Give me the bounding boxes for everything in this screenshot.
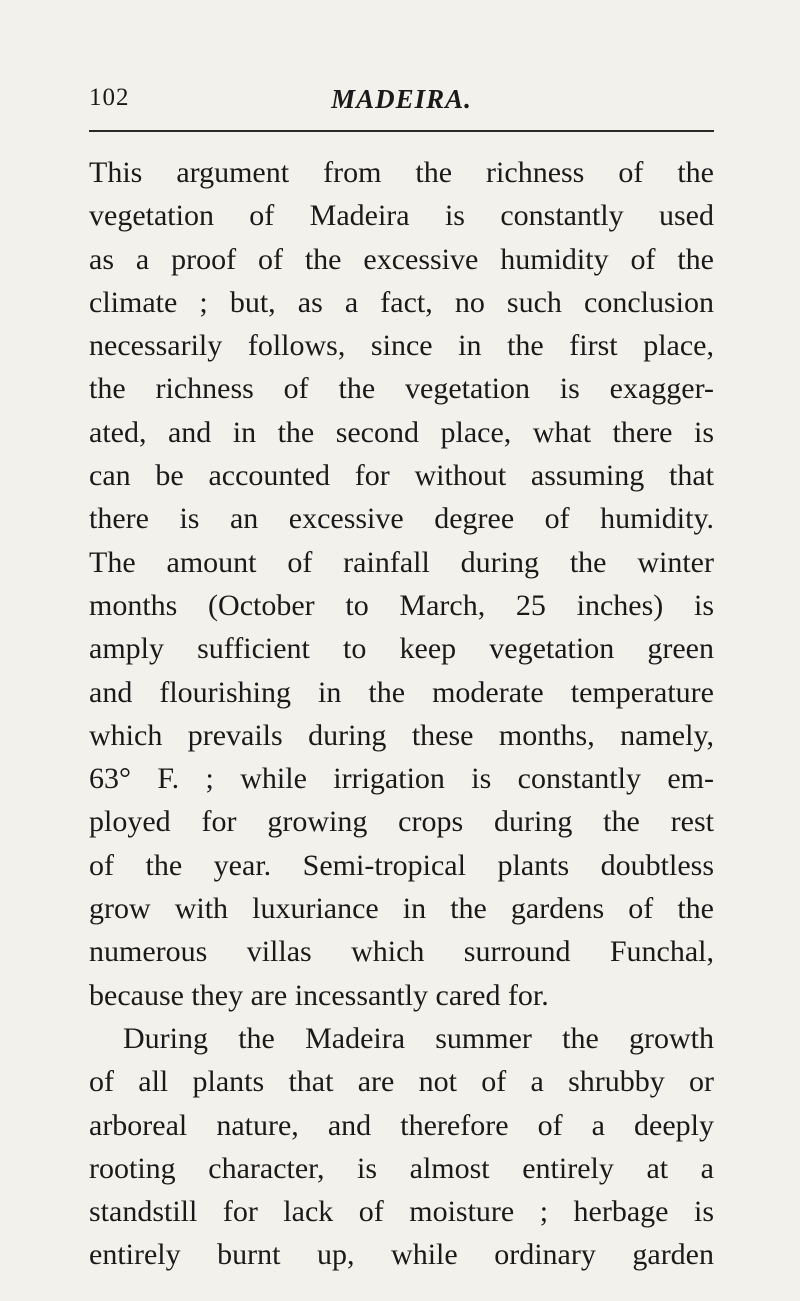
text-line: necessarily follows, since in the first place, (89, 329, 714, 363)
text-line: rooting character, is almost entirely at a (89, 1151, 714, 1185)
text-line: vegetation of Madeira is constantly used (89, 199, 714, 233)
text-line: months (October to March, 25 inches) is (89, 588, 714, 622)
text-line: of the year. Semi-tropical plants doubtless (89, 848, 714, 882)
text-line: This argument from the richness of the (89, 156, 714, 189)
text-line: the richness of the vegetation is exagger- (89, 372, 714, 406)
text-line: During the Madeira summer the growth (123, 1021, 714, 1055)
text-line: climate ; but, as a fact, no such conclusion (89, 285, 714, 319)
text-line: which prevails during these months, namely, (89, 718, 714, 752)
body-text (89, 151, 714, 1277)
text-line: can be accounted for without assuming that (89, 459, 714, 493)
running-title: MADEIRA. (331, 84, 472, 114)
text-line: there is an excessive degree of humidity. (89, 502, 714, 536)
text-line: standstill for lack of moisture ; herbage is (89, 1195, 714, 1229)
text-line: ated, and in the second place, what there is (89, 415, 714, 449)
text-line: entirely burnt up, while ordinary garden (89, 1238, 714, 1272)
text-line: arboreal nature, and therefore of a deeply (89, 1108, 714, 1142)
text-line: and flourishing in the moderate temperature (89, 675, 714, 709)
text-line: amply sufficient to keep vegetation green (89, 632, 714, 666)
header-rule (89, 130, 714, 132)
text-line: because they are incessantly cared for. (89, 978, 549, 1012)
page-header (89, 84, 714, 124)
page-number: 102 (89, 84, 130, 111)
text-line: ployed for growing crops during the rest (89, 805, 714, 839)
text-line: of all plants that are not of a shrubby or (89, 1065, 714, 1099)
text-line: 63° F. ; while irrigation is constantly em- (89, 762, 714, 796)
text-line: as a proof of the excessive humidity of the (89, 242, 714, 276)
text-line: grow with luxuriance in the gardens of the (89, 892, 714, 926)
text-line: The amount of rainfall during the winter (89, 545, 714, 579)
text-line: numerous villas which surround Funchal, (89, 935, 714, 969)
